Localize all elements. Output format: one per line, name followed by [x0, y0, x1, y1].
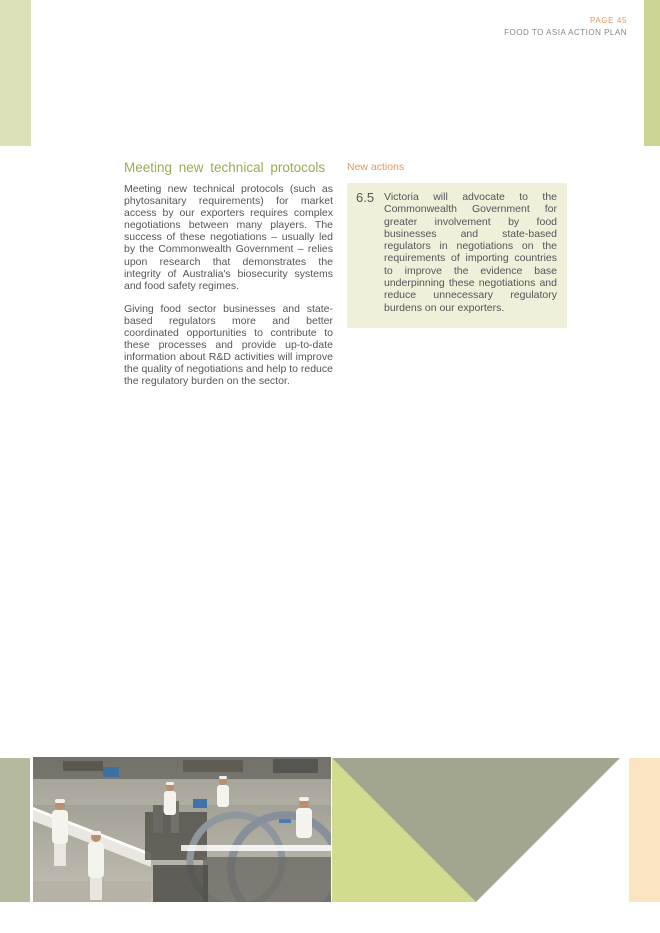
section-heading: Meeting new technical protocols: [124, 160, 326, 175]
footer-left-strip: [0, 758, 30, 902]
actions-column: [347, 161, 567, 328]
footer-triangles: [331, 758, 660, 902]
action-number: 6.5: [356, 190, 375, 205]
action-text: Victoria will advocate to the Commonwealth Government for greater involvement by food businesses and state-based regulators in negotiations on the requirements of importing countries to improve the evidence base underpinning these negotiations and reduce unnecessary regulatory burdens on our exporters.: [384, 191, 557, 314]
new-actions-heading: New actions: [347, 161, 405, 173]
article-column: [124, 160, 333, 399]
body-paragraph-1: Meeting new technical protocols (such as phytosanitary requirements) for market access by our exporters requires complex negotiations between many players. The success of these negotiations – usually led by the Commonwealth Government – relies upon research that demonstrates the integrity of Australia's biosecurity systems and food safety regimes.: [124, 183, 333, 292]
peach-bar: [629, 758, 660, 902]
page-header: [504, 16, 627, 37]
factory-photo: [33, 757, 331, 902]
body-paragraph-2: Giving food sector businesses and state-based regulators more and better coordinated opportunities to contribute to these processes and provide up-to-date information about R&D activities will improve the quality of negotiations and help to reduce the regulatory burden on the sector.: [124, 302, 333, 388]
top-left-accent-bar: [0, 0, 31, 146]
top-right-accent-bar: [644, 0, 660, 146]
document-title: FOOD TO ASIA ACTION PLAN: [504, 28, 627, 37]
page-number: PAGE 45: [590, 16, 627, 25]
footer-graphic-band: [0, 757, 660, 902]
action-item-box: [347, 183, 567, 328]
